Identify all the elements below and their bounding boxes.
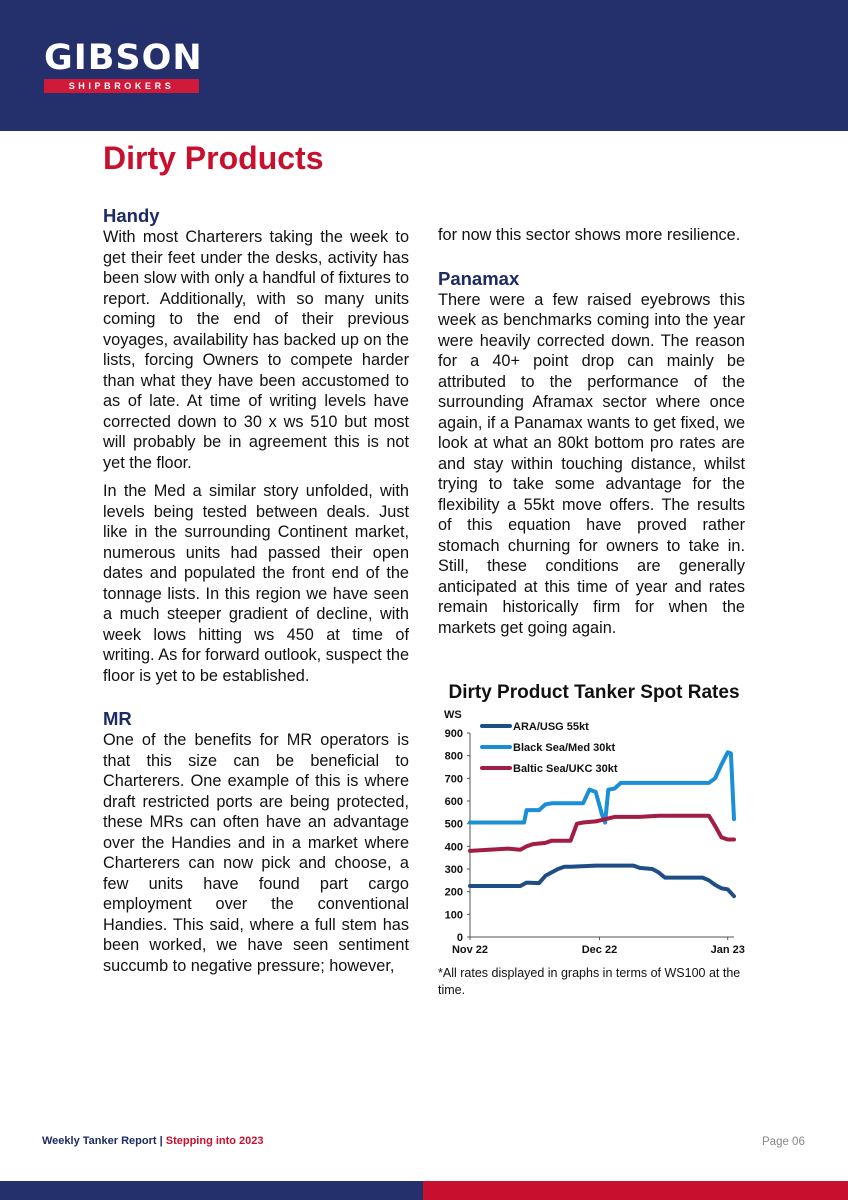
- legend-label-2: Black Sea/Med 30kt: [513, 742, 616, 754]
- y-tick-label: 700: [444, 773, 463, 786]
- y-tick-label: 500: [444, 818, 463, 831]
- spot-rates-chart: [438, 705, 750, 963]
- y-tick-label: 200: [444, 886, 463, 899]
- footer-report-label: [42, 1135, 264, 1147]
- chart-title: Dirty Product Tanker Spot Rates: [448, 682, 740, 703]
- right-column: [438, 225, 745, 638]
- header-band: [0, 0, 848, 131]
- y-tick-label: 400: [444, 841, 463, 854]
- y-tick-label: 800: [444, 750, 463, 763]
- logo-subtitle: SHIPBROKERS: [44, 79, 199, 93]
- footer-report-name: Weekly Tanker Report: [42, 1135, 157, 1147]
- footer-report-subtitle: Stepping into 2023: [165, 1135, 264, 1147]
- y-tick-label: 100: [444, 909, 463, 922]
- footer-bar-navy: [0, 1181, 423, 1200]
- legend-label-3: Baltic Sea/UKC 30kt: [513, 763, 618, 775]
- y-tick-label: 900: [444, 728, 463, 740]
- logo-wordmark: GIBSON: [44, 38, 203, 78]
- footer-bar-red: [423, 1181, 848, 1200]
- left-column: [103, 205, 409, 976]
- x-tick-label: Dec 22: [581, 944, 618, 956]
- y-tick-label: 300: [444, 864, 463, 876]
- chart-note: *All rates displayed in graphs in terms of WS100 at the time.: [438, 966, 741, 997]
- y-tick-label: 600: [444, 796, 463, 808]
- series-line-1: [470, 866, 734, 897]
- panamax-paragraph: There were a few raised eyebrows this week as benchmarks coming into the year were heavily corrected down. The reason for a 40+ point drop can mainly be attributed to the performance of the surrounding Aframax sector where once again, if a Panamax wants to get fixed, we look at what an 80kt bottom pro rates are and stay within touching distance, whilst trying to take some advantage for the flexibility a 55kt move offers. The results of this equation have proved rather stomach churning for owners to take in. Still, these conditions are generally anticipated at this time of year and rates remain historically firm for when the markets get going again.: [438, 290, 745, 637]
- handy-heading: Handy: [103, 205, 160, 226]
- y-axis-label: WS: [444, 709, 462, 721]
- panamax-heading: Panamax: [438, 267, 520, 289]
- footer-separator: |: [156, 1135, 166, 1147]
- page-title: Dirty Products: [103, 140, 324, 176]
- x-tick-label: Jan 23: [710, 944, 745, 956]
- page-number: Page 06: [762, 1136, 805, 1148]
- gibson-logo: [44, 38, 204, 93]
- handy-paragraph-2: In the Med a similar story unfolded, with levels being tested between deals. Just like in the surrounding Continent market, numerous units had passed their open dates and populated the front end of the tonnage lists. In this region we have seen a much steeper gradient of decline, with week lows hitting ws 450 at time of writing. As for forward outlook, suspect the floor is yet to be established.: [103, 482, 409, 685]
- x-tick-label: Nov 22: [451, 944, 489, 956]
- handy-paragraph-1: With most Charterers taking the week to get their feet under the desks, activity has been slow with only a handful of fixtures to report. Additionally, with so many units coming to the end of their previous voyages, availability has backed up on the lists, forcing Owners to compete harder than what they have been accustomed to as of late. At time of writing levels have corrected down to 30 x ws 510 but most will probably be in agreement this is not yet the floor.: [103, 228, 409, 472]
- mr-heading: MR: [103, 708, 132, 729]
- y-tick-label: 0: [456, 932, 463, 944]
- mr-paragraph-part2: for now this sector shows more resilience.: [438, 226, 741, 244]
- legend-label-1: ARA/USG 55kt: [513, 721, 589, 733]
- mr-paragraph-part1: One of the benefits for MR operators is that this size can be beneficial to Charterers. One example of this is where draft restricted ports are being protected, these MRs can often have an advantage over the Handies and in a market where Charterers can now pick and choose, a few units have found part cargo employment over the conventional Handies. This said, where a full stem has been worked, we have seen sentiment succumb to negative pressure; however,: [103, 731, 409, 975]
